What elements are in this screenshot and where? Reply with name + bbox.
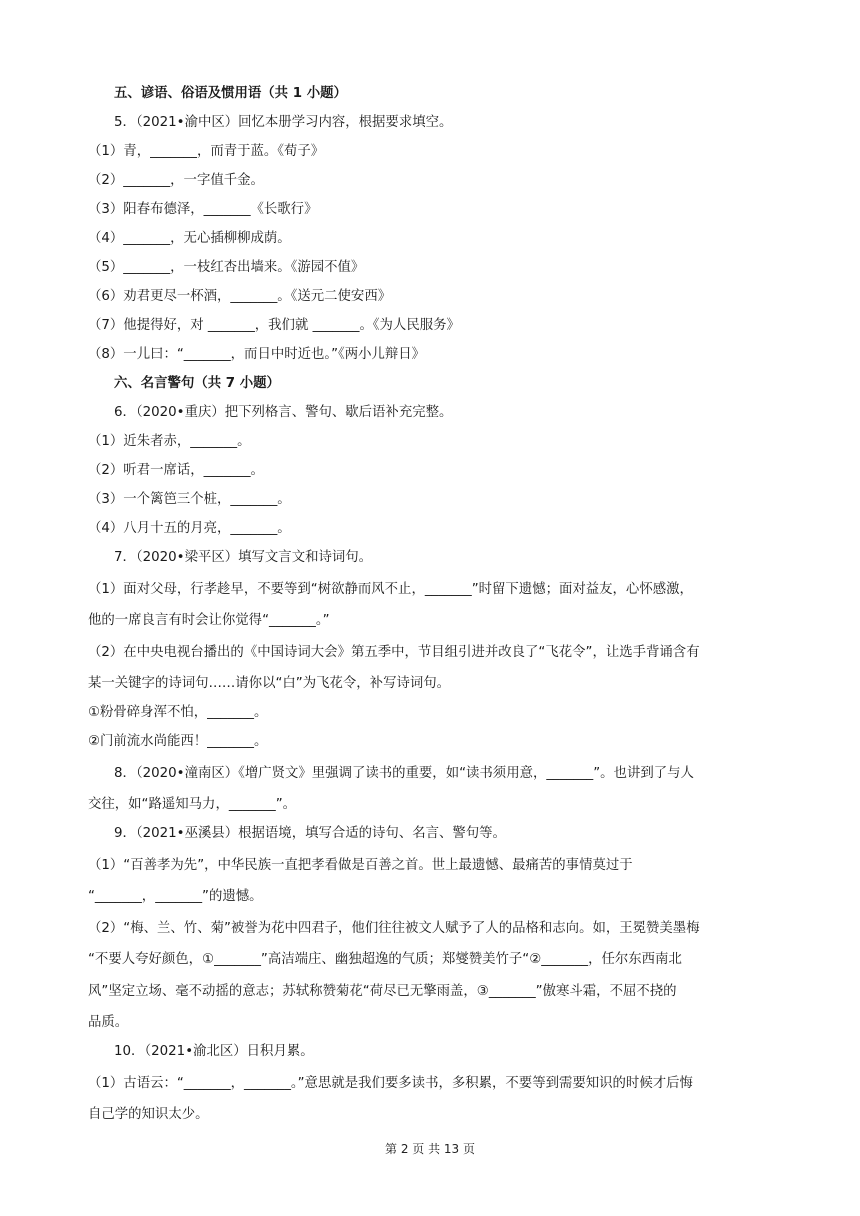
q9-item-2c: 风”坚定立场、毫不动摇的意志；苏轼称赞菊花“荷尽已无擎雨盖，③_______”傲寒斗霜，不屈不挠的 [88,984,677,999]
q6-item-4: （4）八月十五的月亮，_______。 [88,521,291,536]
q5-item-6: （6）劝君更尽一杯酒，_______。《送元二使安西》 [88,289,392,304]
question-6: 6．（2020•重庆）把下列格言、警句、歇后语补充完整。 [114,405,453,420]
q10-item-1a: （1）古语云：“_______，_______。”意思就是我们要多读书，多积累，不要等到需要知识的时候才后悔 [88,1076,693,1091]
q5-item-2: （2）_______，一字值千金。 [88,173,264,188]
q5-item-4: （4）_______，无心插柳柳成荫。 [88,231,291,246]
q9-item-2b: “不要人夸好颜色，①_______”高洁端庄、幽独超逸的气质；郑燮赞美竹子“②_______，任尔东西南北 [88,952,682,967]
section-heading-5: 五、谚语、俗语及惯用语（共 1 小题） [114,86,347,101]
q5-item-1: （1）青，_______，而青于蓝。《荀子》 [88,144,325,159]
q7-item-1a: （1）面对父母，行孝趁早，不要等到“树欲静而风不止，_______”时留下遗憾；面对益友，心怀感激， [88,582,693,597]
q7-subitem-1: ①粉骨碎身浑不怕，_______。 [88,705,268,720]
q7-item-2b: 某一关键字的诗词句……请你以“白”为飞花令，补写诗词句。 [88,676,451,691]
q9-item-1a: （1）“百善孝为先”，中华民族一直把孝看做是百善之首。世上最遗憾、最痛苦的事情莫过于 [88,858,633,873]
question-8b: 交往，如“路遥知马力，_______”。 [88,797,297,812]
q6-item-2: （2）听君一席话，_______。 [88,463,264,478]
page-footer: 第 2 页 共 13 页 [385,1142,475,1156]
question-10: 10．（2021•渝北区）日积月累。 [114,1044,314,1059]
q9-item-1b: “_______，_______”的遗憾。 [88,889,263,904]
q9-item-2d: 品质。 [88,1015,129,1030]
q9-item-2a: （2）“梅、兰、竹、菊”被誉为花中四君子，他们往往被文人赋予了人的品格和志向。如，王冕赞美墨梅 [88,921,700,936]
q6-item-1: （1）近朱者赤，_______。 [88,434,251,449]
q5-item-7: （7）他提得好，对 _______，我们就 _______。《为人民服务》 [88,318,460,333]
question-8a: 8．（2020•潼南区）《增广贤文》里强调了读书的重要，如“读书须用意，_______”。也讲到了与人 [114,766,694,781]
q5-item-3: （3）阳春布德泽，_______《长歌行》 [88,202,318,217]
question-7: 7．（2020•梁平区）填写文言文和诗词句。 [114,550,373,565]
section-heading-6: 六、名言警句（共 7 小题） [114,376,280,391]
question-5: 5．（2021•渝中区）回忆本册学习内容，根据要求填空。 [114,115,453,130]
question-9: 9．（2021•巫溪县）根据语境，填写合适的诗句、名言、警句等。 [114,826,506,841]
q5-item-8: （8）一儿曰：“_______，而日中时近也。”《两小儿辩日》 [88,347,426,362]
q5-item-5: （5）_______，一枝红杏出墙来。《游园不值》 [88,260,365,275]
q7-item-1b: 他的一席良言有时会让你觉得“_______。” [88,613,330,628]
q7-item-2a: （2）在中央电视台播出的《中国诗词大会》第五季中，节目组引进并改良了“飞花令”，让选手背诵含有 [88,645,700,660]
q7-subitem-2: ②门前流水尚能西！_______。 [88,734,268,749]
q6-item-3: （3）一个篱笆三个桩，_______。 [88,492,291,507]
q10-item-1b: 自己学的知识太少。 [88,1107,209,1122]
